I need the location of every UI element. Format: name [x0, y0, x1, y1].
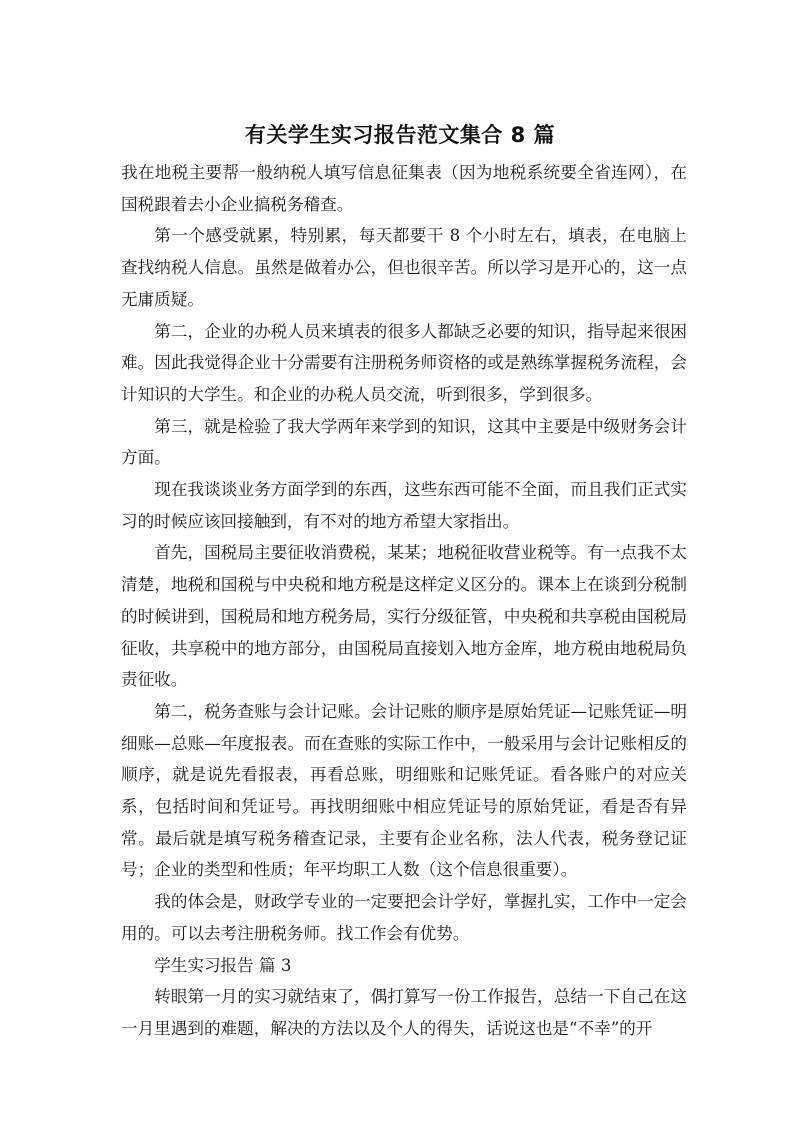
section-heading: 学生实习报告 篇 3 [154, 955, 292, 975]
document-title: 有关学生实习报告范文集合 8 篇 [244, 123, 556, 147]
paragraph: 我在地税主要帮一般纳税人填写信息征集表（因为地税系统要全省连网），在国税跟着去小企业搞税务稽查。 [121, 163, 687, 214]
paragraph: 第二，企业的办税人员来填表的很多人都缺乏必要的知识，指导起来很困难。因此我觉得企业十分需要有注册税务师资格的或是熟练掌握税务流程，会计知识的大学生。和企业的办税人员交流，听到很多，学到很多。 [121, 321, 687, 404]
paragraph: 现在我谈谈业务方面学到的东西，这些东西可能不全面，而且我们正式实习的时候应该回接触到，有不对的地方希望大家指出。 [121, 480, 687, 531]
paragraph: 转眼第一月的实习就结束了，偶打算写一份工作报告，总结一下自己在这一月里遇到的难题，解决的方法以及个人的得失，话说这也是“不幸”的开 [121, 987, 687, 1038]
paragraph: 第三，就是检验了我大学两年来学到的知识，这其中主要是中级财务会计方面。 [121, 416, 687, 468]
paragraph: 我的体会是，财政学专业的一定要把会计学好，掌握扎实，工作中一定会用的。可以去考注册税务师。找工作会有优势。 [121, 892, 687, 943]
document-body [121, 157, 687, 1045]
paragraph: 第一个感受就累，特别累，每天都要干 8 个小时左右，填表，在电脑上查找纳税人信息。虽然是做着办公，但也很辛苦。所以学习是开心的，这一点无庸质疑。 [121, 226, 687, 309]
paragraph: 第二，税务查账与会计记账。会计记账的顺序是原始凭证—记账凭证—明细账—总账—年度报表。而在查账的实际工作中，一般采用与会计记账相反的顺序，就是说先看报表，再看总账，明细账和记账凭证。看各账户的对应关系，包括时间和凭证号。再找明细账中相应凭证号的原始凭证，看是否有异常。最后就是填写税务稽查记录，主要有企业名称，法人代表，税务登记证号；企业的类型和性质；年平均职工人数（这个信息很重要）。 [121, 701, 687, 880]
paragraph: 首先，国税局主要征收消费税，某某；地税征收营业税等。有一点我不太清楚，地税和国税与中央税和地方税是这样定义区分的。课本上在谈到分税制的时候讲到，国税局和地方税务局，实行分级征管，中央税和共享税由国税局征收，共享税中的地方部分，由国税局直接划入地方金库，地方税由地税局负责征收。 [121, 543, 687, 690]
